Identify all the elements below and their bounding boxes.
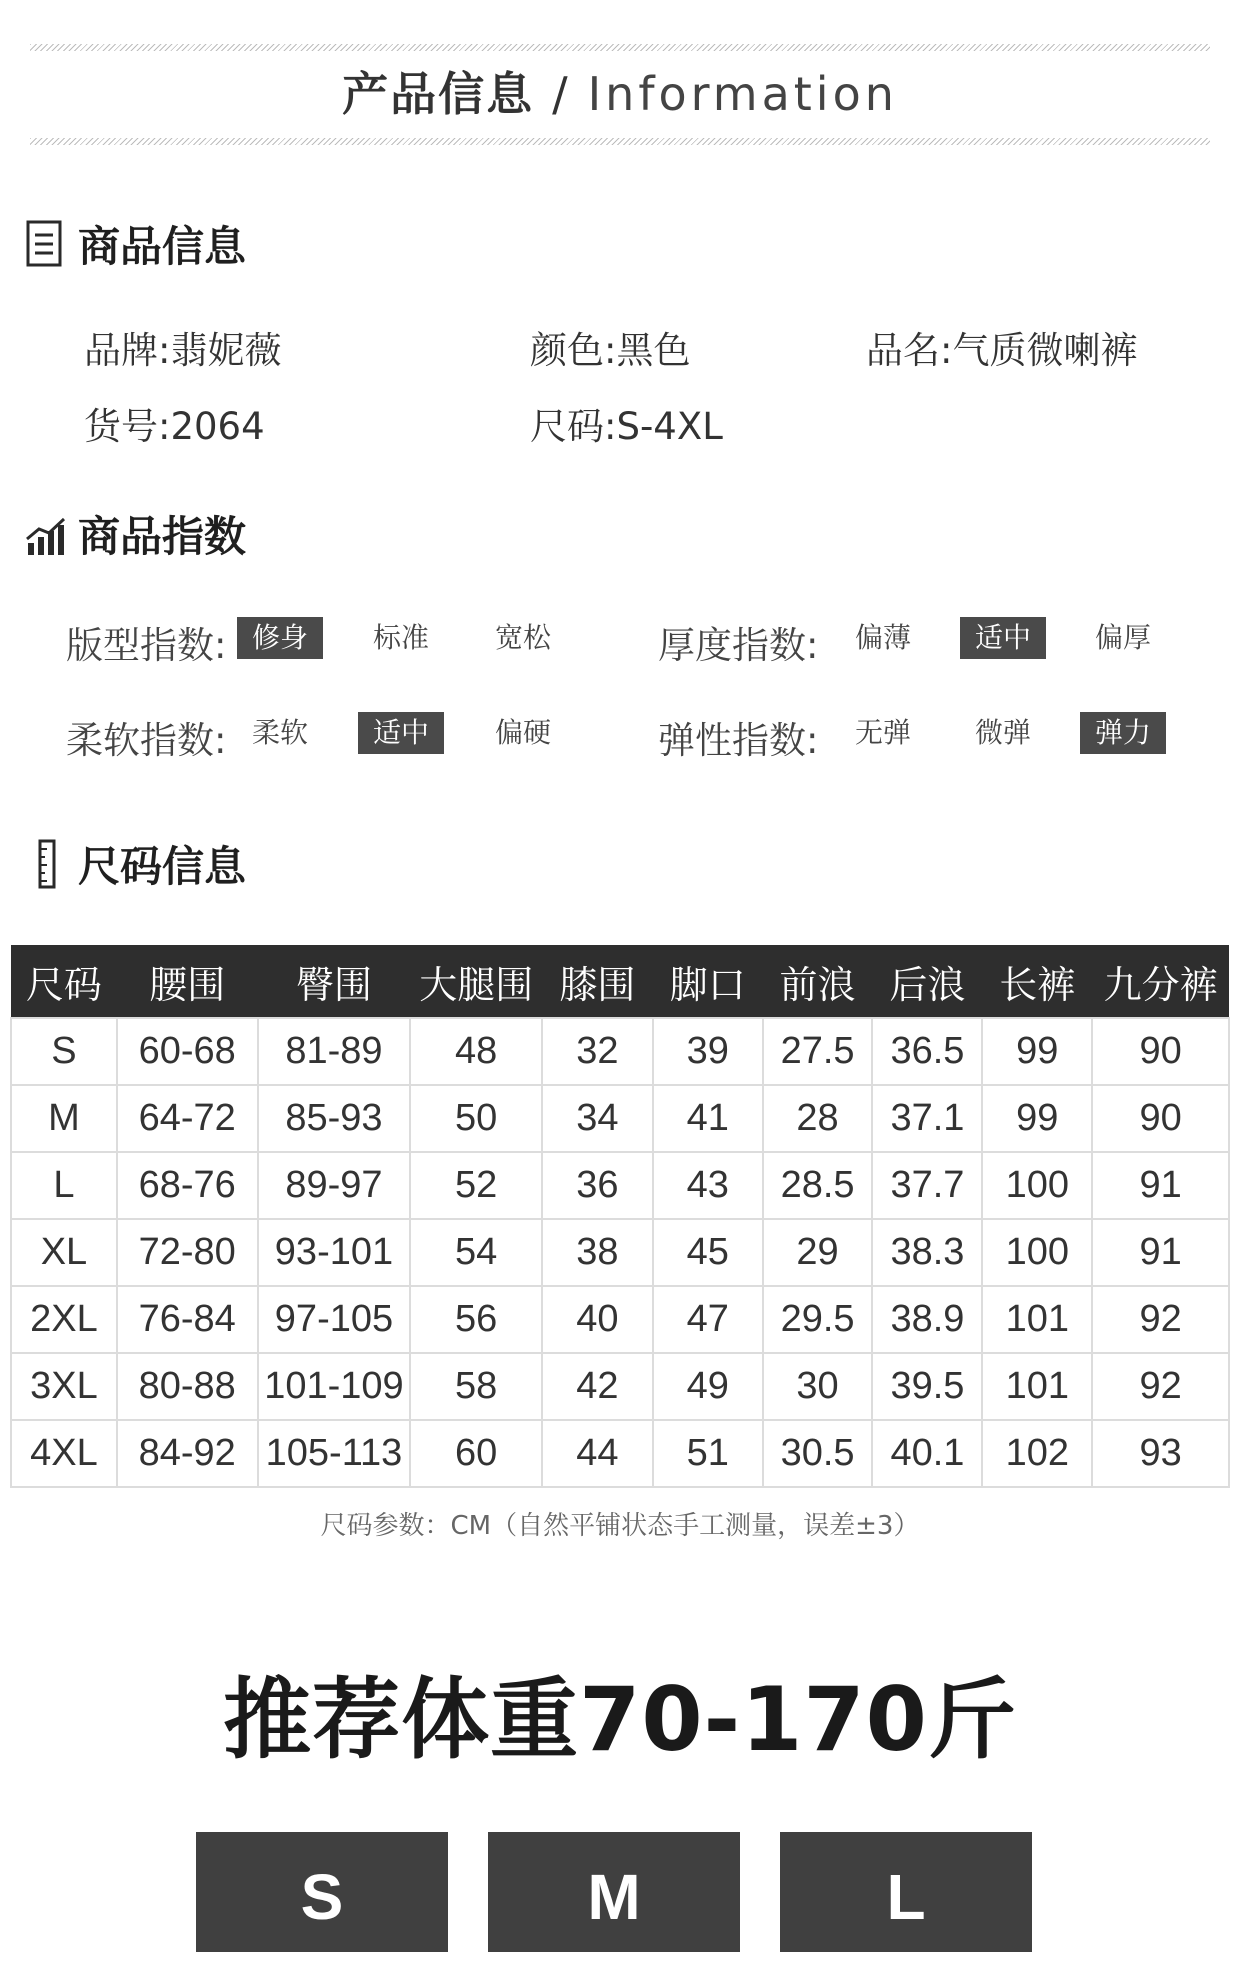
table-cell: 37.1 — [872, 1085, 982, 1152]
table-cell: 27.5 — [763, 1018, 873, 1085]
table-cell: 101-109 — [258, 1353, 411, 1420]
document-icon — [24, 219, 70, 269]
size-button-s[interactable]: S — [196, 1832, 448, 1952]
table-cell: 92 — [1092, 1353, 1229, 1420]
table-row — [11, 1085, 1229, 1152]
col-knee: 膝围 — [542, 945, 653, 1018]
table-row — [11, 1420, 1229, 1487]
table-cell: 2XL — [11, 1286, 117, 1353]
table-cell: 99 — [982, 1085, 1092, 1152]
table-cell: 28.5 — [763, 1152, 873, 1219]
table-cell: 36 — [542, 1152, 653, 1219]
col-ankle-length: 九分裤 — [1092, 945, 1229, 1018]
title-cn: 产品信息 — [342, 67, 535, 121]
table-cell: 38.3 — [872, 1219, 982, 1286]
table-cell: 49 — [653, 1353, 763, 1420]
header-divider-bottom — [30, 138, 1210, 145]
size-table-body — [11, 1018, 1229, 1487]
softness-option-medium: 适中 — [358, 712, 444, 754]
table-cell: 47 — [653, 1286, 763, 1353]
table-cell: 60 — [410, 1420, 542, 1487]
thickness-index-label: 厚度指数: — [658, 624, 819, 667]
table-cell: 54 — [410, 1219, 542, 1286]
size-info-heading-text: 尺码信息 — [78, 842, 247, 891]
table-cell: 105-113 — [258, 1420, 411, 1487]
col-front-rise: 前浪 — [763, 945, 873, 1018]
info-item-number: 货号:2064 — [84, 405, 265, 448]
bar-chart-icon — [24, 509, 70, 559]
table-cell: 101 — [982, 1286, 1092, 1353]
size-table-header — [11, 945, 1229, 1018]
table-cell: 60-68 — [117, 1018, 258, 1085]
table-cell: 72-80 — [117, 1219, 258, 1286]
size-table — [10, 945, 1230, 1488]
table-cell: 91 — [1092, 1152, 1229, 1219]
table-cell: 43 — [653, 1152, 763, 1219]
fit-index-label: 版型指数: — [66, 624, 227, 667]
table-cell: 29 — [763, 1219, 873, 1286]
table-cell: 91 — [1092, 1219, 1229, 1286]
table-cell: 85-93 — [258, 1085, 411, 1152]
title-separator: / — [552, 67, 570, 121]
col-back-rise: 后浪 — [872, 945, 982, 1018]
table-cell: 37.7 — [872, 1152, 982, 1219]
table-cell: 3XL — [11, 1353, 117, 1420]
table-cell: 92 — [1092, 1286, 1229, 1353]
fit-option-slim: 修身 — [237, 617, 323, 659]
table-cell: 90 — [1092, 1085, 1229, 1152]
elasticity-option-stretch: 弹力 — [1080, 712, 1166, 754]
size-note: 尺码参数：CM（自然平铺状态手工测量，误差±3） — [320, 1511, 920, 1541]
table-cell: L — [11, 1152, 117, 1219]
table-cell: 99 — [982, 1018, 1092, 1085]
table-cell: 100 — [982, 1219, 1092, 1286]
fit-option-loose: 宽松 — [494, 621, 551, 654]
elasticity-option-slight: 微弹 — [974, 716, 1031, 749]
table-cell: 48 — [410, 1018, 542, 1085]
table-cell: 39.5 — [872, 1353, 982, 1420]
table-cell: S — [11, 1018, 117, 1085]
table-cell: 102 — [982, 1420, 1092, 1487]
table-cell: 39 — [653, 1018, 763, 1085]
col-hip: 臀围 — [258, 945, 411, 1018]
col-waist: 腰围 — [117, 945, 258, 1018]
thickness-option-medium: 适中 — [960, 617, 1046, 659]
table-cell: 44 — [542, 1420, 653, 1487]
table-cell: 84-92 — [117, 1420, 258, 1487]
indices-heading — [24, 506, 246, 562]
softness-option-hard: 偏硬 — [494, 716, 551, 749]
table-cell: 68-76 — [117, 1152, 258, 1219]
table-cell: 64-72 — [117, 1085, 258, 1152]
elasticity-option-none: 无弹 — [854, 716, 911, 749]
product-info-heading-text: 商品信息 — [78, 222, 247, 271]
table-row — [11, 1152, 1229, 1219]
table-cell: 89-97 — [258, 1152, 411, 1219]
table-cell: 40 — [542, 1286, 653, 1353]
table-cell: 80-88 — [117, 1353, 258, 1420]
recommended-weight: 推荐体重70-170斤 — [223, 1668, 1017, 1771]
page-title — [0, 62, 1240, 126]
index-row-1 — [0, 611, 1240, 667]
thickness-option-thick: 偏厚 — [1094, 621, 1151, 654]
table-cell: 93 — [1092, 1420, 1229, 1487]
table-cell: 28 — [763, 1085, 873, 1152]
table-cell: 41 — [653, 1085, 763, 1152]
header-divider-top — [30, 44, 1210, 51]
product-info-heading — [24, 216, 246, 272]
table-cell: 42 — [542, 1353, 653, 1420]
info-product-name: 品名:气质微喇裤 — [866, 329, 1138, 372]
table-cell: 29.5 — [763, 1286, 873, 1353]
size-button-m[interactable]: M — [488, 1832, 740, 1952]
info-color: 颜色:黑色 — [530, 329, 691, 372]
col-leg-opening: 脚口 — [653, 945, 763, 1018]
table-cell: 58 — [410, 1353, 542, 1420]
table-cell: 56 — [410, 1286, 542, 1353]
product-info-grid — [84, 320, 1194, 460]
table-row — [11, 1286, 1229, 1353]
fit-option-standard: 标准 — [372, 621, 429, 654]
table-cell: 76-84 — [117, 1286, 258, 1353]
info-brand: 品牌:翡妮薇 — [84, 329, 282, 372]
col-size: 尺码 — [11, 945, 117, 1018]
table-cell: 45 — [653, 1219, 763, 1286]
table-cell: 52 — [410, 1152, 542, 1219]
size-info-heading — [24, 836, 246, 892]
table-cell: 38 — [542, 1219, 653, 1286]
table-cell: 4XL — [11, 1420, 117, 1487]
table-cell: 40.1 — [872, 1420, 982, 1487]
table-cell: 81-89 — [258, 1018, 411, 1085]
indices-heading-text: 商品指数 — [78, 512, 247, 561]
table-cell: 100 — [982, 1152, 1092, 1219]
table-cell: 93-101 — [258, 1219, 411, 1286]
table-cell: 32 — [542, 1018, 653, 1085]
table-cell: M — [11, 1085, 117, 1152]
table-row — [11, 1018, 1229, 1085]
softness-option-soft: 柔软 — [251, 716, 308, 749]
table-cell: 38.9 — [872, 1286, 982, 1353]
size-button-l[interactable]: L — [780, 1832, 1032, 1952]
elasticity-index-label: 弹性指数: — [658, 719, 819, 762]
table-cell: 101 — [982, 1353, 1092, 1420]
table-cell: 97-105 — [258, 1286, 411, 1353]
softness-index-label: 柔软指数: — [66, 719, 227, 762]
title-en: Information — [587, 67, 898, 121]
ruler-icon — [24, 839, 70, 889]
table-cell: 34 — [542, 1085, 653, 1152]
table-row — [11, 1353, 1229, 1420]
table-cell: XL — [11, 1219, 117, 1286]
table-cell: 90 — [1092, 1018, 1229, 1085]
table-cell: 30.5 — [763, 1420, 873, 1487]
col-thigh: 大腿围 — [410, 945, 542, 1018]
table-cell: 30 — [763, 1353, 873, 1420]
table-cell: 36.5 — [872, 1018, 982, 1085]
info-size-range: 尺码:S-4XL — [530, 405, 723, 448]
table-cell: 50 — [410, 1085, 542, 1152]
col-full-length: 长裤 — [982, 945, 1092, 1018]
table-cell: 51 — [653, 1420, 763, 1487]
index-row-2 — [0, 706, 1240, 762]
table-row — [11, 1219, 1229, 1286]
thickness-option-thin: 偏薄 — [854, 621, 911, 654]
